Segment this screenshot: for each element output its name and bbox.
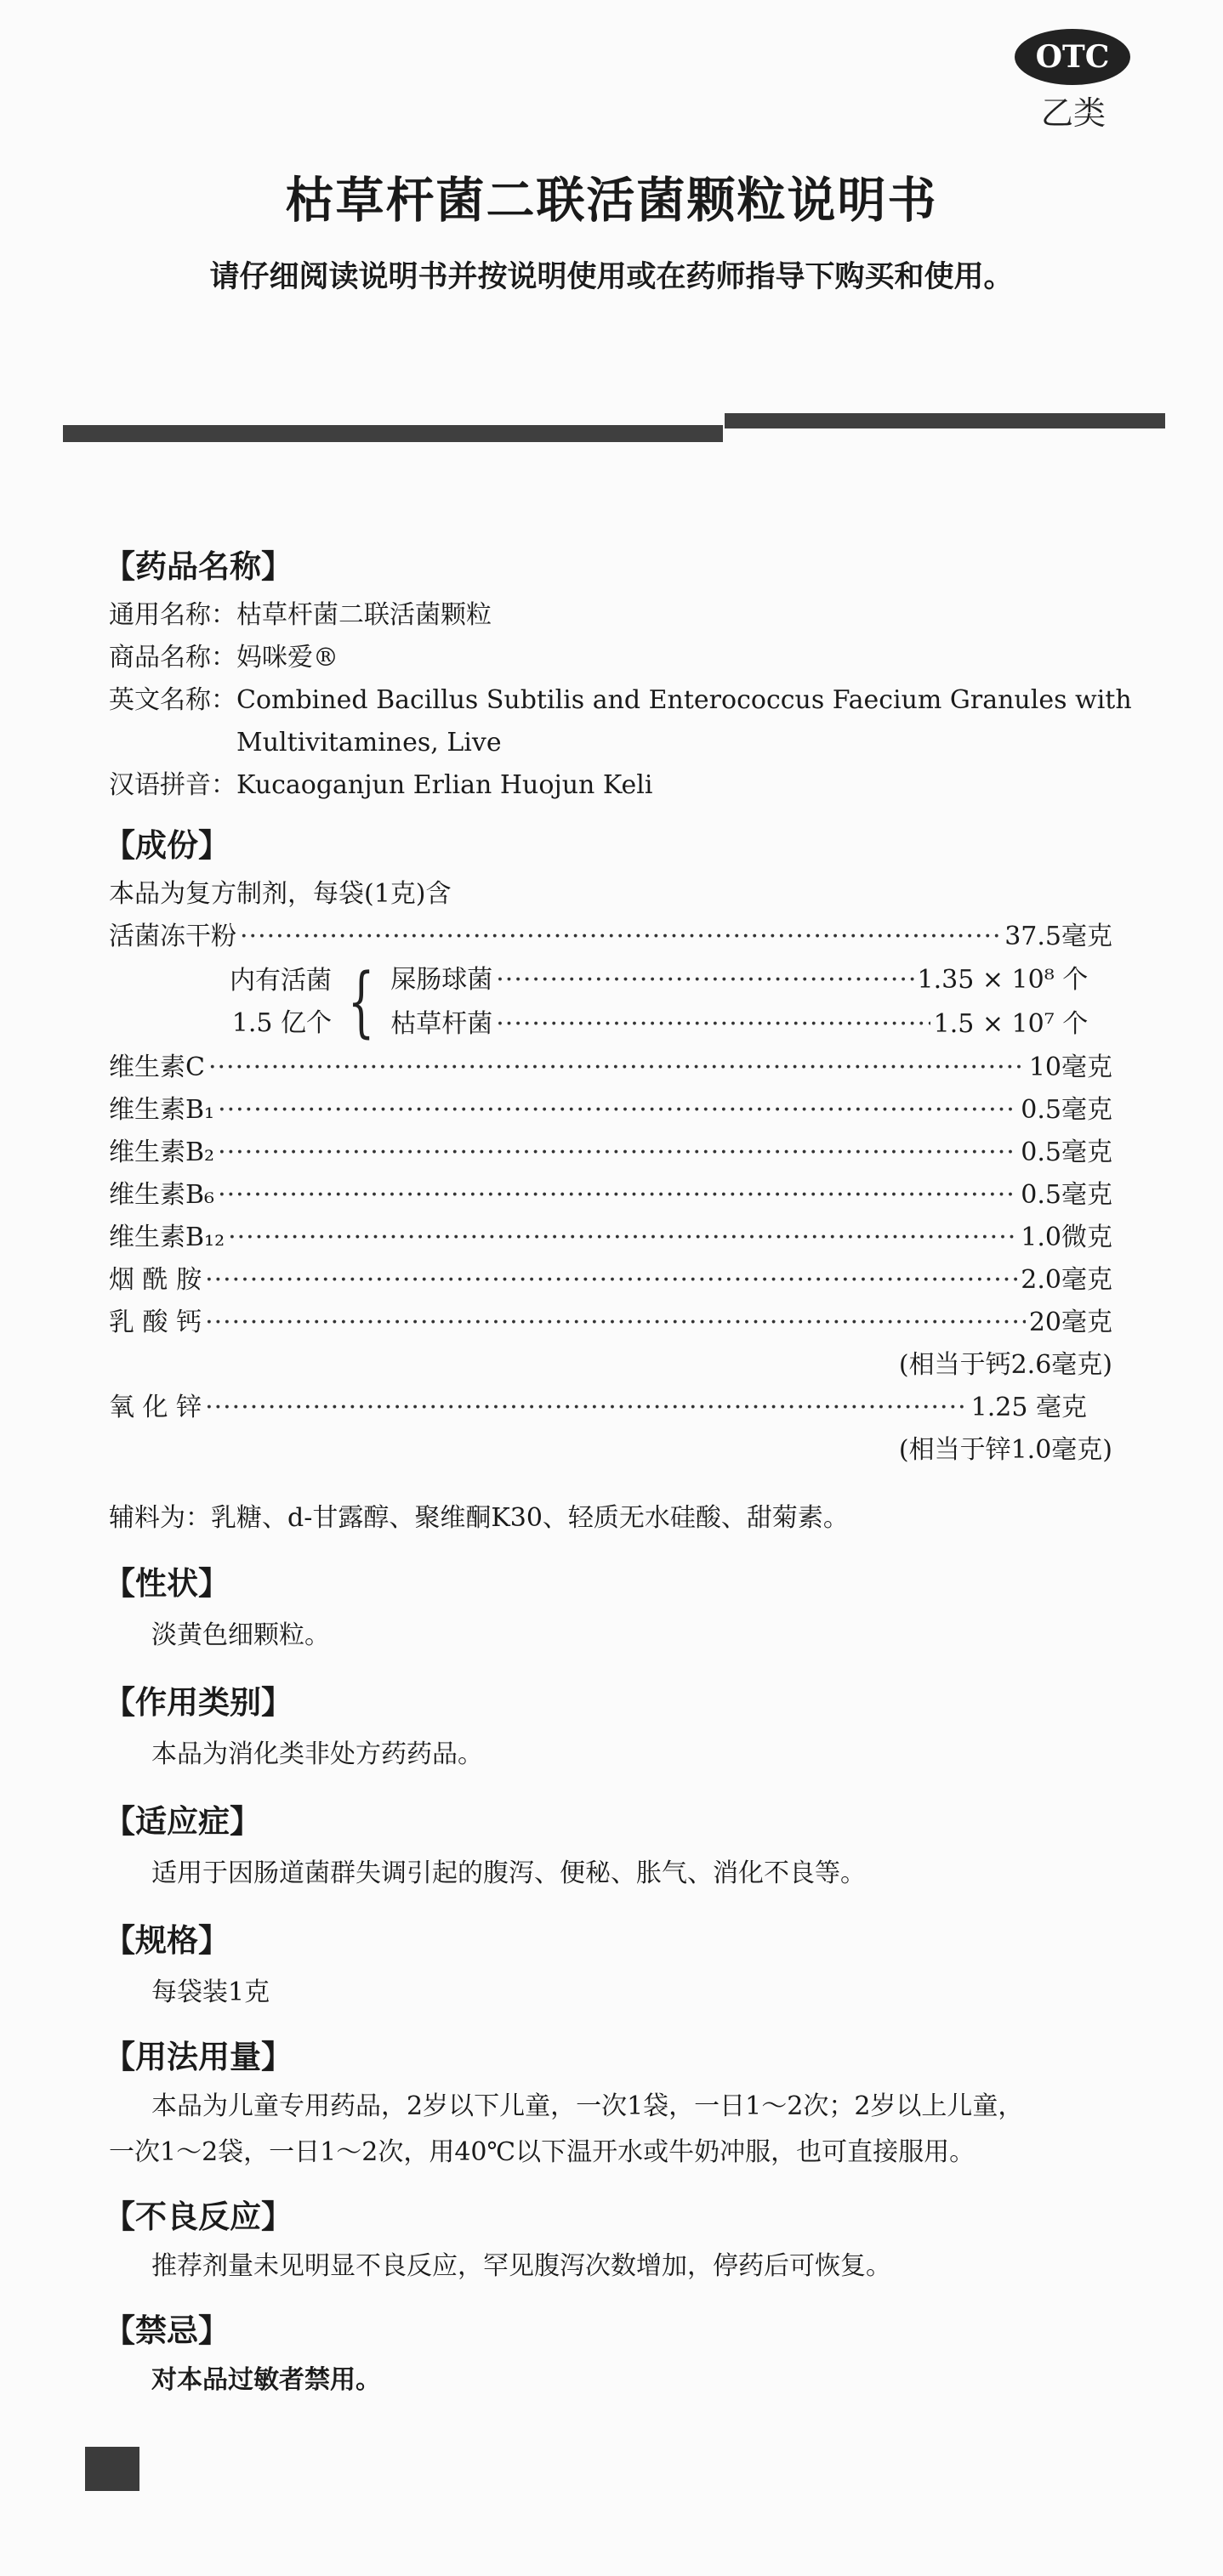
header-divider-right xyxy=(725,413,1165,428)
section-heading-drug-name: 【药品名称】 xyxy=(104,548,293,585)
brand-name: 商品名称：妈咪爱® xyxy=(109,643,338,672)
section-heading-specification: 【规格】 xyxy=(104,1922,230,1959)
live-bacteria-block xyxy=(109,958,1112,1047)
adverse-reactions-text: 推荐剂量未见明显不良反应，罕见腹泻次数增加，停药后可恢复。 xyxy=(151,2251,891,2281)
header-divider-left xyxy=(63,425,723,442)
dosage-line-1: 本品为儿童专用药品，2岁以下儿童，一次1袋，一日1～2次；2岁以上儿童， xyxy=(151,2091,1024,2121)
indications-text: 适用于因肠道菌群失调引起的腹泻、便秘、胀气、消化不良等。 xyxy=(151,1858,866,1888)
leaflet-body xyxy=(104,540,1132,2403)
leader-dots xyxy=(240,916,1001,958)
ingredient-row xyxy=(109,916,1112,958)
dosage-line-2: 一次1～2袋，一日1～2次，用40℃以下温开水或牛奶冲服，也可直接服用。 xyxy=(109,2137,976,2167)
section-heading-category: 【作用类别】 xyxy=(104,1684,293,1721)
ingredient-row: 乳 酸 钙 ····· 20毫克 xyxy=(109,1302,1112,1344)
specification-text: 每袋装1克 xyxy=(151,1977,270,2007)
composition-intro: 本品为复方制剂，每袋(1克)含 xyxy=(109,879,452,909)
section-heading-adverse-reactions: 【不良反应】 xyxy=(104,2199,293,2235)
section-heading-contraindications: 【禁忌】 xyxy=(104,2312,230,2349)
calcium-equivalent-note: (相当于钙2.6毫克) xyxy=(898,1350,1112,1380)
otc-class-label: 乙类 xyxy=(1040,94,1106,132)
section-heading-indications: 【适应症】 xyxy=(104,1803,261,1840)
ingredient-name: 活菌冻干粉 xyxy=(109,922,236,951)
document-title: 枯草杆菌二联活菌颗粒说明书 xyxy=(285,173,938,229)
properties-text: 淡黄色细颗粒。 xyxy=(151,1620,330,1650)
contraindications-text: 对本品过敏者禁用。 xyxy=(151,2365,381,2395)
ingredient-row: 维生素B₆ ····· 0.5毫克 xyxy=(109,1174,1112,1217)
bacteria-row: 屎肠球菌 ····· 1.35 × 10⁸ 个 xyxy=(390,958,1088,1002)
english-name-line-1: 英文名称：Combined Bacillus Subtilis and Enterococcus Faecium Granules with xyxy=(109,685,1132,715)
document-subtitle: 请仔细阅读说明书并按说明使用或在药师指导下购买和使用。 xyxy=(209,260,1014,294)
corner-mark xyxy=(85,2447,139,2491)
excipients: 辅料为：乳糖、d-甘露醇、聚维酮K30、轻质无水硅酸、甜菊素。 xyxy=(109,1503,849,1533)
category-text: 本品为消化类非处方药药品。 xyxy=(151,1739,483,1769)
ingredient-row: 维生素B₁ ····· 0.5毫克 xyxy=(109,1089,1112,1132)
section-heading-properties: 【性状】 xyxy=(104,1565,230,1602)
english-name-line-2: Multivitamines, Live xyxy=(236,728,502,757)
generic-name: 通用名称：枯草杆菌二联活菌颗粒 xyxy=(109,600,492,630)
live-bacteria-label: 内有活菌 1.5 亿个 xyxy=(230,966,332,1038)
pinyin-name: 汉语拼音：Kucaoganjun Erlian Huojun Keli xyxy=(109,770,653,800)
ingredient-row: 烟 酰 胺 ····· 2.0毫克 xyxy=(109,1259,1112,1302)
bacteria-row: 枯草杆菌 ····· 1.5 × 10⁷ 个 xyxy=(390,1002,1088,1047)
bacteria-list xyxy=(390,958,1088,1047)
section-heading-dosage: 【用法用量】 xyxy=(104,2039,293,2075)
ingredient-row: 维生素B₁₂ ····· 1.0微克 xyxy=(109,1217,1112,1259)
ingredient-row: 维生素B₂ ····· 0.5毫克 xyxy=(109,1132,1112,1174)
otc-badge: OTC xyxy=(1015,29,1130,85)
ingredient-row: 维生素C ····· 10毫克 xyxy=(109,1047,1112,1089)
zinc-equivalent-note: (相当于锌1.0毫克) xyxy=(898,1435,1112,1465)
ingredient-amount: 37.5毫克 xyxy=(1004,922,1112,951)
section-heading-composition: 【成份】 xyxy=(104,827,230,864)
brace-symbol: { xyxy=(347,957,375,1047)
ingredient-row: 氧 化 锌 ····· 1.25 毫克 xyxy=(109,1387,1112,1429)
